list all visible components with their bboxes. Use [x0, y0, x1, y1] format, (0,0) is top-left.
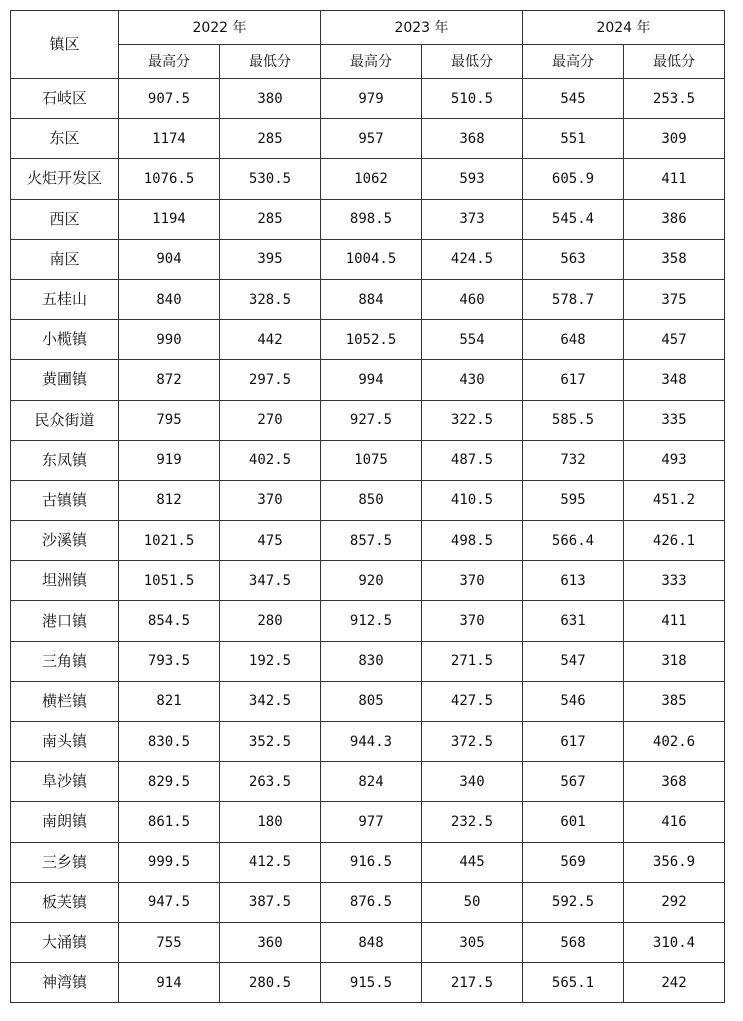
- min-score-2022-cell: 402.5: [220, 440, 321, 480]
- min-score-2023-cell: 593: [422, 159, 523, 199]
- district-name-cell: 西区: [11, 199, 119, 239]
- min-score-2024-cell: 426.1: [624, 521, 725, 561]
- min-score-2022-cell: 285: [220, 119, 321, 159]
- table-row: [11, 239, 725, 279]
- district-name-cell: 大涌镇: [11, 922, 119, 962]
- min-score-2022-cell: 530.5: [220, 159, 321, 199]
- max-score-2023-cell: 1062: [321, 159, 422, 199]
- year-header-2022: 2022 年: [119, 11, 321, 45]
- max-score-2024-cell: 565.1: [523, 963, 624, 1003]
- max-score-2024-cell: 732: [523, 440, 624, 480]
- max-score-2023-cell: 876.5: [321, 882, 422, 922]
- district-name-cell: 板芙镇: [11, 882, 119, 922]
- min-score-2022-cell: 387.5: [220, 882, 321, 922]
- min-score-2022-cell: 280.5: [220, 963, 321, 1003]
- table-header: [11, 11, 725, 79]
- min-score-2022-cell: 328.5: [220, 279, 321, 319]
- max-score-2024-cell: 569: [523, 842, 624, 882]
- max-score-2022-cell: 861.5: [119, 802, 220, 842]
- district-name-cell: 五桂山: [11, 279, 119, 319]
- min-score-2024-cell: 348: [624, 360, 725, 400]
- district-name-cell: 三角镇: [11, 641, 119, 681]
- district-name-cell: 黄圃镇: [11, 360, 119, 400]
- max-score-2022-cell: 854.5: [119, 601, 220, 641]
- max-score-2022-cell: 1194: [119, 199, 220, 239]
- min-score-2024-cell: 309: [624, 119, 725, 159]
- min-score-2023-cell: 340: [422, 762, 523, 802]
- max-score-2024-cell: 595: [523, 480, 624, 520]
- max-score-header: 最高分: [523, 45, 624, 79]
- min-score-2024-cell: 358: [624, 239, 725, 279]
- table-body: [11, 79, 725, 1003]
- table-row: [11, 79, 725, 119]
- max-score-2024-cell: 547: [523, 641, 624, 681]
- min-score-2023-cell: 372.5: [422, 722, 523, 762]
- max-score-2023-cell: 824: [321, 762, 422, 802]
- table-row: [11, 762, 725, 802]
- district-name-cell: 火炬开发区: [11, 159, 119, 199]
- max-score-2024-cell: 545.4: [523, 199, 624, 239]
- min-score-2022-cell: 442: [220, 320, 321, 360]
- min-score-2022-cell: 192.5: [220, 641, 321, 681]
- max-score-2022-cell: 1076.5: [119, 159, 220, 199]
- min-score-2024-cell: 386: [624, 199, 725, 239]
- district-name-cell: 南区: [11, 239, 119, 279]
- district-name-cell: 古镇镇: [11, 480, 119, 520]
- max-score-2023-cell: 830: [321, 641, 422, 681]
- max-score-header: 最高分: [119, 45, 220, 79]
- min-score-2024-cell: 451.2: [624, 480, 725, 520]
- min-score-header: 最低分: [624, 45, 725, 79]
- min-score-2024-cell: 368: [624, 762, 725, 802]
- district-name-cell: 石岐区: [11, 79, 119, 119]
- table-row: [11, 922, 725, 962]
- score-table: [10, 10, 725, 1003]
- min-score-2022-cell: 180: [220, 802, 321, 842]
- min-score-2024-cell: 356.9: [624, 842, 725, 882]
- table-row: [11, 521, 725, 561]
- max-score-2023-cell: 1052.5: [321, 320, 422, 360]
- min-score-2024-cell: 310.4: [624, 922, 725, 962]
- district-column-header: 镇区: [11, 11, 119, 79]
- district-name-cell: 阜沙镇: [11, 762, 119, 802]
- min-score-2022-cell: 352.5: [220, 722, 321, 762]
- max-score-2022-cell: 999.5: [119, 842, 220, 882]
- district-name-cell: 小榄镇: [11, 320, 119, 360]
- max-score-2023-cell: 850: [321, 480, 422, 520]
- max-score-2022-cell: 829.5: [119, 762, 220, 802]
- table-row: [11, 320, 725, 360]
- min-score-2024-cell: 411: [624, 601, 725, 641]
- min-score-2022-cell: 360: [220, 922, 321, 962]
- min-score-2023-cell: 50: [422, 882, 523, 922]
- min-score-2024-cell: 292: [624, 882, 725, 922]
- max-score-2023-cell: 912.5: [321, 601, 422, 641]
- max-score-2024-cell: 617: [523, 722, 624, 762]
- max-score-2024-cell: 617: [523, 360, 624, 400]
- table-row: [11, 159, 725, 199]
- max-score-2022-cell: 821: [119, 681, 220, 721]
- max-score-2024-cell: 613: [523, 561, 624, 601]
- max-score-2024-cell: 551: [523, 119, 624, 159]
- max-score-2023-cell: 916.5: [321, 842, 422, 882]
- max-score-2023-cell: 994: [321, 360, 422, 400]
- table-row: [11, 360, 725, 400]
- min-score-2022-cell: 370: [220, 480, 321, 520]
- max-score-2023-cell: 920: [321, 561, 422, 601]
- max-score-2023-cell: 857.5: [321, 521, 422, 561]
- max-score-2023-cell: 898.5: [321, 199, 422, 239]
- min-score-2024-cell: 253.5: [624, 79, 725, 119]
- table-row: [11, 279, 725, 319]
- district-name-cell: 横栏镇: [11, 681, 119, 721]
- min-score-header: 最低分: [422, 45, 523, 79]
- table-row: [11, 199, 725, 239]
- max-score-2022-cell: 904: [119, 239, 220, 279]
- min-score-2024-cell: 457: [624, 320, 725, 360]
- max-score-2024-cell: 585.5: [523, 400, 624, 440]
- max-score-2022-cell: 907.5: [119, 79, 220, 119]
- table-row: [11, 119, 725, 159]
- table-row: [11, 601, 725, 641]
- min-score-2022-cell: 475: [220, 521, 321, 561]
- min-score-2023-cell: 487.5: [422, 440, 523, 480]
- table-row: [11, 561, 725, 601]
- max-score-2023-cell: 805: [321, 681, 422, 721]
- max-score-2022-cell: 914: [119, 963, 220, 1003]
- district-name-cell: 民众街道: [11, 400, 119, 440]
- min-score-2023-cell: 445: [422, 842, 523, 882]
- max-score-2023-cell: 977: [321, 802, 422, 842]
- year-header-2023: 2023 年: [321, 11, 523, 45]
- table-row: [11, 802, 725, 842]
- min-score-2023-cell: 427.5: [422, 681, 523, 721]
- max-score-2024-cell: 648: [523, 320, 624, 360]
- min-score-2023-cell: 370: [422, 561, 523, 601]
- max-score-2022-cell: 1174: [119, 119, 220, 159]
- min-score-2022-cell: 280: [220, 601, 321, 641]
- district-name-cell: 三乡镇: [11, 842, 119, 882]
- district-name-cell: 东区: [11, 119, 119, 159]
- min-score-2024-cell: 493: [624, 440, 725, 480]
- district-name-cell: 东凤镇: [11, 440, 119, 480]
- max-score-2024-cell: 566.4: [523, 521, 624, 561]
- min-score-2022-cell: 412.5: [220, 842, 321, 882]
- max-score-header: 最高分: [321, 45, 422, 79]
- table-row: [11, 400, 725, 440]
- max-score-2024-cell: 563: [523, 239, 624, 279]
- table-row: [11, 963, 725, 1003]
- min-score-2024-cell: 375: [624, 279, 725, 319]
- max-score-2024-cell: 578.7: [523, 279, 624, 319]
- min-score-2023-cell: 271.5: [422, 641, 523, 681]
- min-score-2024-cell: 242: [624, 963, 725, 1003]
- min-score-2022-cell: 347.5: [220, 561, 321, 601]
- min-score-header: 最低分: [220, 45, 321, 79]
- min-score-2022-cell: 297.5: [220, 360, 321, 400]
- min-score-2023-cell: 510.5: [422, 79, 523, 119]
- max-score-2022-cell: 830.5: [119, 722, 220, 762]
- table-row: [11, 842, 725, 882]
- min-score-2022-cell: 380: [220, 79, 321, 119]
- min-score-2024-cell: 402.6: [624, 722, 725, 762]
- year-header-2024: 2024 年: [523, 11, 725, 45]
- min-score-2023-cell: 410.5: [422, 480, 523, 520]
- max-score-2022-cell: 1021.5: [119, 521, 220, 561]
- max-score-2022-cell: 990: [119, 320, 220, 360]
- district-name-cell: 南头镇: [11, 722, 119, 762]
- max-score-2022-cell: 793.5: [119, 641, 220, 681]
- min-score-2022-cell: 270: [220, 400, 321, 440]
- min-score-2023-cell: 460: [422, 279, 523, 319]
- min-score-2022-cell: 395: [220, 239, 321, 279]
- table-row: [11, 882, 725, 922]
- table-row: [11, 722, 725, 762]
- max-score-2024-cell: 545: [523, 79, 624, 119]
- max-score-2024-cell: 567: [523, 762, 624, 802]
- max-score-2023-cell: 979: [321, 79, 422, 119]
- district-name-cell: 神湾镇: [11, 963, 119, 1003]
- max-score-2023-cell: 848: [321, 922, 422, 962]
- max-score-2023-cell: 915.5: [321, 963, 422, 1003]
- max-score-2022-cell: 840: [119, 279, 220, 319]
- max-score-2024-cell: 601: [523, 802, 624, 842]
- district-name-cell: 南朗镇: [11, 802, 119, 842]
- min-score-2024-cell: 318: [624, 641, 725, 681]
- max-score-2023-cell: 944.3: [321, 722, 422, 762]
- min-score-2023-cell: 322.5: [422, 400, 523, 440]
- min-score-2023-cell: 554: [422, 320, 523, 360]
- max-score-2024-cell: 568: [523, 922, 624, 962]
- max-score-2023-cell: 884: [321, 279, 422, 319]
- min-score-2023-cell: 217.5: [422, 963, 523, 1003]
- max-score-2022-cell: 872: [119, 360, 220, 400]
- table-row: [11, 681, 725, 721]
- max-score-2024-cell: 546: [523, 681, 624, 721]
- header-row-years: [11, 11, 725, 45]
- min-score-2023-cell: 498.5: [422, 521, 523, 561]
- min-score-2023-cell: 368: [422, 119, 523, 159]
- district-name-cell: 沙溪镇: [11, 521, 119, 561]
- min-score-2022-cell: 285: [220, 199, 321, 239]
- header-row-scores: [11, 45, 725, 79]
- max-score-2023-cell: 1075: [321, 440, 422, 480]
- max-score-2022-cell: 947.5: [119, 882, 220, 922]
- min-score-2024-cell: 385: [624, 681, 725, 721]
- min-score-2024-cell: 411: [624, 159, 725, 199]
- min-score-2022-cell: 263.5: [220, 762, 321, 802]
- max-score-2024-cell: 592.5: [523, 882, 624, 922]
- district-name-cell: 港口镇: [11, 601, 119, 641]
- max-score-2022-cell: 795: [119, 400, 220, 440]
- district-name-cell: 坦洲镇: [11, 561, 119, 601]
- min-score-2023-cell: 430: [422, 360, 523, 400]
- min-score-2023-cell: 305: [422, 922, 523, 962]
- min-score-2023-cell: 232.5: [422, 802, 523, 842]
- max-score-2022-cell: 755: [119, 922, 220, 962]
- max-score-2023-cell: 927.5: [321, 400, 422, 440]
- min-score-2023-cell: 370: [422, 601, 523, 641]
- table-row: [11, 641, 725, 681]
- max-score-2022-cell: 812: [119, 480, 220, 520]
- min-score-2024-cell: 335: [624, 400, 725, 440]
- table-row: [11, 480, 725, 520]
- min-score-2022-cell: 342.5: [220, 681, 321, 721]
- max-score-2023-cell: 957: [321, 119, 422, 159]
- max-score-2024-cell: 605.9: [523, 159, 624, 199]
- max-score-2024-cell: 631: [523, 601, 624, 641]
- min-score-2024-cell: 416: [624, 802, 725, 842]
- table-row: [11, 440, 725, 480]
- min-score-2023-cell: 373: [422, 199, 523, 239]
- max-score-2022-cell: 919: [119, 440, 220, 480]
- min-score-2024-cell: 333: [624, 561, 725, 601]
- min-score-2023-cell: 424.5: [422, 239, 523, 279]
- max-score-2023-cell: 1004.5: [321, 239, 422, 279]
- max-score-2022-cell: 1051.5: [119, 561, 220, 601]
